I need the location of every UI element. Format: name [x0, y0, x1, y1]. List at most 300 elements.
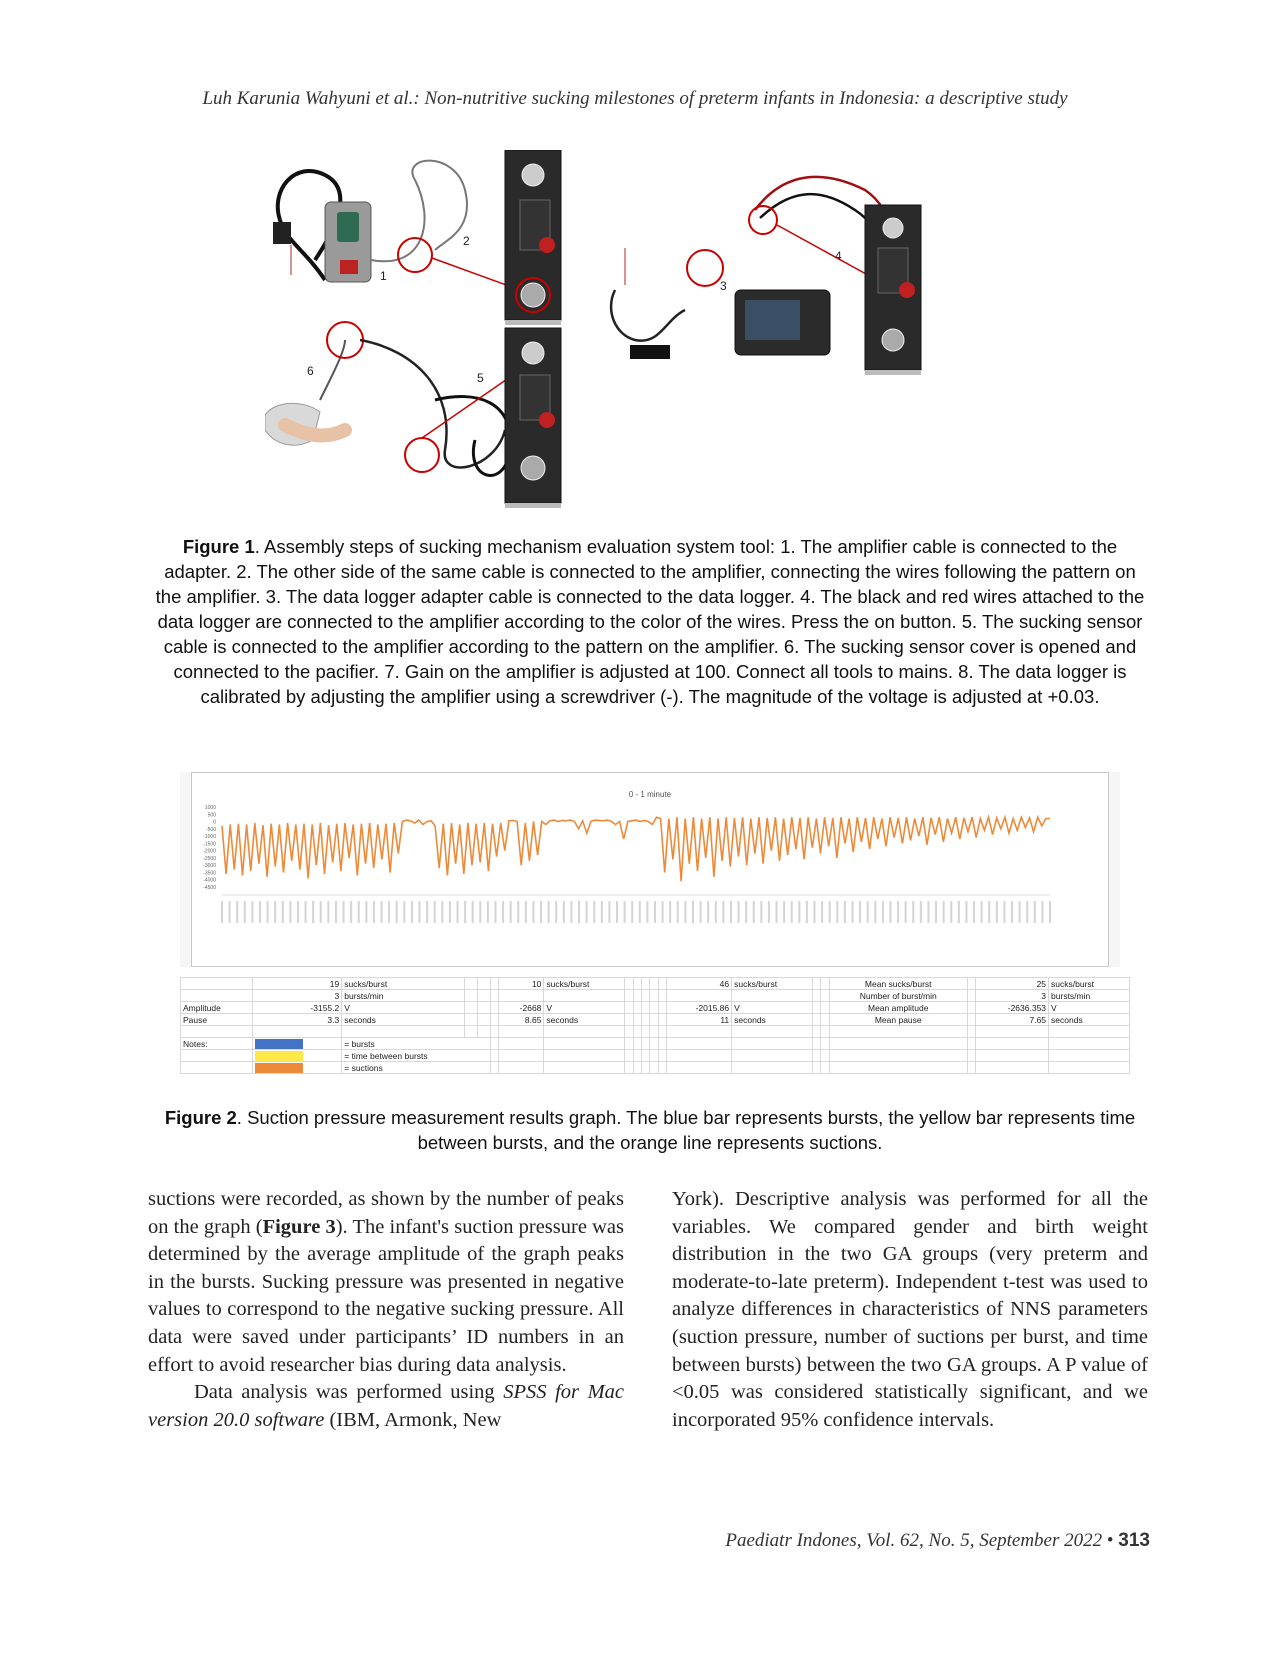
x-tick-mark — [563, 901, 565, 923]
table-cell — [499, 1026, 544, 1038]
x-tick-mark — [251, 901, 253, 923]
table-cell: V — [732, 1002, 813, 1014]
x-tick-mark — [745, 901, 747, 923]
legend-swatch-cell — [253, 1062, 342, 1074]
x-tick-mark — [487, 901, 489, 923]
table-cell — [633, 1050, 641, 1062]
table-cell — [181, 1062, 253, 1074]
table-cell — [642, 978, 650, 990]
table-cell — [499, 1062, 544, 1074]
x-tick-mark — [578, 901, 580, 923]
x-tick-mark — [692, 901, 694, 923]
table-cell — [544, 1062, 625, 1074]
table-cell — [732, 990, 813, 1002]
table-cell — [633, 1014, 641, 1026]
x-tick-mark — [912, 901, 914, 923]
y-tick-label: -4000 — [203, 877, 216, 884]
table-cell — [1049, 1038, 1130, 1050]
table-cell — [478, 1026, 491, 1038]
x-tick-mark — [950, 901, 952, 923]
x-tick-mark — [814, 901, 816, 923]
x-tick-mark — [358, 901, 360, 923]
table-cell — [491, 1002, 499, 1014]
x-tick-mark — [327, 901, 329, 923]
x-tick-mark — [927, 901, 929, 923]
table-cell — [821, 1026, 829, 1038]
x-tick-mark — [783, 901, 785, 923]
y-tick-label: -3500 — [203, 870, 216, 877]
x-tick-mark — [624, 901, 626, 923]
figure-1-step-5: 5 — [477, 371, 484, 385]
paragraph — [148, 1379, 624, 1434]
table-cell — [658, 1014, 666, 1026]
table-cell — [829, 1026, 967, 1038]
x-tick-mark — [373, 901, 375, 923]
table-row — [181, 1014, 1130, 1026]
table-cell: -3155.2 — [253, 1002, 342, 1014]
x-tick-mark — [229, 901, 231, 923]
table-cell: sucks/burst — [342, 978, 465, 990]
table-cell — [829, 1062, 967, 1074]
figure-1-step-3: 3 — [720, 279, 727, 293]
text-run: ). The infant's suction pressure was determined by the average amplitude of the graph peaks in the bursts. Sucking pressure was presented in negative values to correspond to the negative sucking pressure. All data were saved under participants’ ID numbers in an effort to avoid researcher bias during data analysis. — [148, 1215, 624, 1376]
table-cell — [976, 1062, 1049, 1074]
table-cell — [633, 1026, 641, 1038]
table-cell: sucks/burst — [732, 978, 813, 990]
x-tick-mark — [449, 901, 451, 923]
x-tick-mark — [388, 901, 390, 923]
x-tick-mark — [798, 901, 800, 923]
table-cell: Notes: — [181, 1038, 253, 1050]
table-cell — [650, 1038, 658, 1050]
table-cell — [967, 1002, 975, 1014]
y-tick-label: -4500 — [203, 885, 216, 891]
x-tick-mark — [259, 901, 261, 923]
x-tick-mark — [555, 901, 557, 923]
table-cell — [1049, 1050, 1130, 1062]
table-cell — [732, 1026, 813, 1038]
table-cell: seconds — [544, 1014, 625, 1026]
page-number: 313 — [1118, 1530, 1150, 1551]
table-cell: 10 — [499, 978, 544, 990]
table-cell — [967, 990, 975, 1002]
table-cell — [181, 1050, 253, 1062]
table-cell — [812, 1014, 820, 1026]
x-tick-mark — [973, 901, 975, 923]
x-tick-mark — [586, 901, 588, 923]
x-tick-mark — [760, 901, 762, 923]
x-tick-mark — [289, 901, 291, 923]
legend-swatch-cell — [253, 1038, 342, 1050]
journal-citation: Paediatr Indones, Vol. 62, No. 5, September 2022 — [725, 1530, 1103, 1551]
legend-row — [181, 1062, 1130, 1074]
table-cell — [625, 1038, 633, 1050]
y-tick-label: 0 — [213, 819, 216, 826]
table-cell — [650, 1062, 658, 1074]
table-cell — [667, 1026, 732, 1038]
table-row — [181, 990, 1130, 1002]
figure-1-caption-text: . Assembly steps of sucking mechanism evaluation system tool: 1. The amplifier cable is connected to the adapter. 2. The other side of the same cable is connected to the amplifier, connecting the wires following the pattern on the amplifier. 3. The data logger adapter cable is connected to the data logger. 4. The black and red wires attached to the data logger are connected to the amplifier according to the color of the wires. Press the on button. 5. The sucking sensor cable is connected to the amplifier according to the pattern on the amplifier. 6. The sucking sensor cover is opened and connected to the pacifier. 7. Gain on the amplifier is adjusted at 100. Connect all tools to mains. 8. The data logger is calibrated by adjusting the amplifier using a screwdriver (-). The magnitude of the voltage is adjusted at +0.03. — [155, 536, 1145, 707]
table-cell — [976, 1026, 1049, 1038]
table-row — [181, 978, 1130, 990]
figure-2-caption-text: . Suction pressure measurement results graph. The blue bar represents bursts, the yellow bar represents time between bursts, and the orange line represents suctions. — [236, 1107, 1136, 1153]
table-cell: 25 — [976, 978, 1049, 990]
table-cell — [821, 978, 829, 990]
table-cell — [642, 1062, 650, 1074]
table-cell — [967, 1026, 975, 1038]
table-cell — [650, 1002, 658, 1014]
y-tick-label: -1000 — [203, 834, 216, 841]
x-tick-mark — [282, 901, 284, 923]
x-tick-mark — [320, 901, 322, 923]
table-cell — [812, 990, 820, 1002]
table-cell — [976, 1050, 1049, 1062]
table-cell: sucks/burst — [544, 978, 625, 990]
body-column-left — [148, 1186, 624, 1434]
table-cell: -2636.353 — [976, 1002, 1049, 1014]
table-cell — [967, 978, 975, 990]
x-tick-mark — [654, 901, 656, 923]
x-tick-mark — [403, 901, 405, 923]
software-name: SPSS for Mac version 20.0 software — [148, 1381, 625, 1431]
x-tick-mark — [851, 901, 853, 923]
table-cell — [1049, 1062, 1130, 1074]
x-tick-mark — [456, 901, 458, 923]
x-tick-mark — [305, 901, 307, 923]
table-cell — [181, 1026, 253, 1038]
x-tick-mark — [844, 901, 846, 923]
x-tick-mark — [806, 901, 808, 923]
table-cell — [465, 1002, 478, 1014]
figure-1-label: Figure 1 — [182, 536, 255, 557]
table-cell: bursts/min — [1049, 990, 1130, 1002]
table-cell — [642, 1002, 650, 1014]
x-tick-mark — [1034, 901, 1036, 923]
page-footer — [725, 1530, 1150, 1552]
table-cell — [732, 1050, 813, 1062]
x-tick-mark — [920, 901, 922, 923]
x-tick-mark — [419, 901, 421, 923]
table-cell — [829, 1038, 967, 1050]
table-cell — [625, 1050, 633, 1062]
x-tick-mark — [616, 901, 618, 923]
legend-swatch — [255, 1051, 303, 1061]
x-tick-mark — [570, 901, 572, 923]
x-tick-mark — [700, 901, 702, 923]
x-tick-mark — [441, 901, 443, 923]
table-cell — [821, 1050, 829, 1062]
x-tick-mark — [715, 901, 717, 923]
legend-swatch — [255, 1039, 303, 1049]
table-cell — [658, 1002, 666, 1014]
table-cell — [812, 1062, 820, 1074]
table-cell — [667, 1038, 732, 1050]
y-tick-label: -2500 — [203, 855, 216, 862]
x-tick-mark — [472, 901, 474, 923]
table-cell — [544, 1038, 625, 1050]
table-cell — [821, 1038, 829, 1050]
x-axis-ticks — [221, 895, 1051, 923]
table-cell — [544, 1026, 625, 1038]
x-tick-mark — [836, 901, 838, 923]
legend-row — [181, 1050, 1130, 1062]
y-tick-label: -1500 — [203, 841, 216, 848]
table-cell — [491, 1050, 499, 1062]
figure-2-label: Figure 2 — [164, 1107, 237, 1128]
table-cell — [491, 1014, 499, 1026]
table-cell: Amplitude — [181, 1002, 253, 1014]
table-cell — [650, 1026, 658, 1038]
table-cell — [967, 1050, 975, 1062]
x-tick-mark — [464, 901, 466, 923]
table-cell — [491, 990, 499, 1002]
table-cell: seconds — [342, 1014, 465, 1026]
table-cell — [642, 1014, 650, 1026]
table-cell — [491, 1062, 499, 1074]
x-tick-mark — [996, 901, 998, 923]
x-tick-mark — [350, 901, 352, 923]
x-tick-mark — [646, 901, 648, 923]
x-tick-mark — [517, 901, 519, 923]
x-tick-mark — [730, 901, 732, 923]
table-cell: V — [1049, 1002, 1130, 1014]
table-cell — [658, 1026, 666, 1038]
table-cell — [658, 1062, 666, 1074]
x-tick-mark — [1026, 901, 1028, 923]
legend-label: = time between bursts — [342, 1050, 491, 1062]
y-tick-label: -2000 — [203, 848, 216, 855]
table-cell: 19 — [253, 978, 342, 990]
table-cell — [625, 978, 633, 990]
table-cell — [976, 1038, 1049, 1050]
table-row — [181, 1002, 1130, 1014]
x-tick-mark — [601, 901, 603, 923]
x-tick-mark — [540, 901, 542, 923]
x-tick-mark — [343, 901, 345, 923]
body-column-right — [672, 1186, 1148, 1434]
x-tick-mark — [677, 901, 679, 923]
table-cell: 8.65 — [499, 1014, 544, 1026]
table-cell — [625, 1002, 633, 1014]
x-tick-mark — [897, 901, 899, 923]
x-tick-mark — [312, 901, 314, 923]
table-cell — [658, 1038, 666, 1050]
table-cell — [829, 1050, 967, 1062]
x-tick-mark — [244, 901, 246, 923]
x-tick-mark — [434, 901, 436, 923]
x-tick-mark — [821, 901, 823, 923]
x-tick-mark — [608, 901, 610, 923]
table-cell — [499, 1038, 544, 1050]
table-cell — [967, 1038, 975, 1050]
x-tick-mark — [1011, 901, 1013, 923]
figure-1-step-6: 6 — [307, 364, 314, 378]
table-cell — [812, 1026, 820, 1038]
table-cell — [667, 990, 732, 1002]
paragraph — [148, 1186, 624, 1379]
table-cell — [821, 1002, 829, 1014]
x-tick-mark — [965, 901, 967, 923]
x-tick-mark — [411, 901, 413, 923]
table-cell: Number of burst/min — [829, 990, 967, 1002]
table-cell — [181, 990, 253, 1002]
table-cell — [821, 990, 829, 1002]
figure-2 — [180, 772, 1140, 1092]
burst-summary-table — [180, 977, 1130, 1074]
x-tick-mark — [1019, 901, 1021, 923]
x-tick-mark — [889, 901, 891, 923]
table-cell — [491, 978, 499, 990]
table-cell: V — [544, 1002, 625, 1014]
figure-1-caption — [150, 534, 1150, 709]
table-cell — [478, 1002, 491, 1014]
table-cell — [821, 1014, 829, 1026]
figure-3-ref: Figure 3 — [262, 1215, 336, 1238]
table-cell: 3 — [976, 990, 1049, 1002]
table-cell: Pause — [181, 1014, 253, 1026]
x-tick-mark — [662, 901, 664, 923]
table-cell: 3 — [253, 990, 342, 1002]
x-tick-mark — [707, 901, 709, 923]
table-cell — [544, 990, 625, 1002]
x-tick-mark — [684, 901, 686, 923]
table-cell — [667, 1062, 732, 1074]
table-cell — [342, 1026, 465, 1038]
table-cell — [253, 1026, 342, 1038]
table-cell — [478, 990, 491, 1002]
table-cell — [658, 990, 666, 1002]
table-cell — [465, 1026, 478, 1038]
table-cell: bursts/min — [342, 990, 465, 1002]
figure-2-caption — [150, 1105, 1150, 1155]
x-tick-mark — [988, 901, 990, 923]
table-cell — [625, 1014, 633, 1026]
x-tick-mark — [297, 901, 299, 923]
x-tick-mark — [274, 901, 276, 923]
table-cell — [633, 1038, 641, 1050]
x-tick-mark — [943, 901, 945, 923]
x-tick-mark — [502, 901, 504, 923]
table-cell — [812, 1050, 820, 1062]
table-cell: 46 — [667, 978, 732, 990]
table-cell — [625, 1062, 633, 1074]
y-tick-label: -3000 — [203, 863, 216, 870]
y-axis-ticks — [203, 805, 216, 891]
table-cell — [967, 1014, 975, 1026]
x-tick-mark — [593, 901, 595, 923]
table-cell — [658, 978, 666, 990]
footer-bullet: • — [1106, 1530, 1114, 1551]
x-tick-mark — [335, 901, 337, 923]
x-tick-mark — [905, 901, 907, 923]
table-cell — [499, 1050, 544, 1062]
table-cell: -2668 — [499, 1002, 544, 1014]
x-tick-mark — [981, 901, 983, 923]
table-cell — [642, 1026, 650, 1038]
legend-row — [181, 1038, 1130, 1050]
table-cell: 11 — [667, 1014, 732, 1026]
x-tick-mark — [525, 901, 527, 923]
x-tick-mark — [1049, 901, 1051, 923]
table-cell — [633, 978, 641, 990]
running-head: Luh Karunia Wahyuni et al.: Non-nutritive sucking milestones of preterm infants in Indonesia: a descriptive study — [202, 88, 1068, 109]
x-tick-mark — [935, 901, 937, 923]
figure-1-step-1: 1 — [380, 269, 387, 283]
table-cell — [633, 990, 641, 1002]
x-tick-mark — [669, 901, 671, 923]
table-cell — [625, 1026, 633, 1038]
table-cell: seconds — [1049, 1014, 1130, 1026]
x-tick-mark — [859, 901, 861, 923]
table-cell — [491, 1026, 499, 1038]
table-cell — [812, 1038, 820, 1050]
figure-1-photo — [265, 150, 985, 520]
table-cell — [465, 978, 478, 990]
x-tick-mark — [874, 901, 876, 923]
x-tick-mark — [791, 901, 793, 923]
legend-label: = suctions — [342, 1062, 491, 1074]
x-tick-mark — [722, 901, 724, 923]
table-cell — [499, 990, 544, 1002]
x-tick-mark — [267, 901, 269, 923]
table-cell — [544, 1050, 625, 1062]
suction-pressure-chart — [180, 772, 1120, 967]
table-cell — [650, 1014, 658, 1026]
table-cell — [642, 1050, 650, 1062]
table-cell — [812, 978, 820, 990]
table-cell — [642, 1038, 650, 1050]
x-tick-mark — [365, 901, 367, 923]
x-tick-mark — [396, 901, 398, 923]
x-tick-mark — [958, 901, 960, 923]
x-tick-mark — [768, 901, 770, 923]
x-tick-mark — [867, 901, 869, 923]
legend-swatch — [255, 1063, 303, 1073]
legend-label: = bursts — [342, 1038, 491, 1050]
x-tick-mark — [479, 901, 481, 923]
x-tick-mark — [776, 901, 778, 923]
table-cell — [650, 1050, 658, 1062]
table-cell — [967, 1062, 975, 1074]
table-cell: Mean pause — [829, 1014, 967, 1026]
table-cell: V — [342, 1002, 465, 1014]
table-cell: -2015.86 — [667, 1002, 732, 1014]
x-tick-mark — [882, 901, 884, 923]
x-tick-mark — [1003, 901, 1005, 923]
x-tick-mark — [738, 901, 740, 923]
table-cell — [465, 990, 478, 1002]
x-tick-mark — [548, 901, 550, 923]
table-cell — [650, 978, 658, 990]
x-tick-mark — [494, 901, 496, 923]
table-cell — [478, 1014, 491, 1026]
y-tick-label: 500 — [207, 812, 216, 819]
table-cell: Mean sucks/burst — [829, 978, 967, 990]
table-cell — [812, 1002, 820, 1014]
table-cell: 7.65 — [976, 1014, 1049, 1026]
table-cell — [732, 1038, 813, 1050]
table-cell — [732, 1062, 813, 1074]
x-tick-mark — [381, 901, 383, 923]
series-line-suctions — [222, 817, 1050, 881]
table-cell — [465, 1014, 478, 1026]
y-tick-label: 1000 — [204, 805, 216, 811]
x-tick-mark — [221, 901, 223, 923]
text-run: (IBM, Armonk, New — [324, 1408, 502, 1431]
figure-1-step-4: 4 — [835, 249, 842, 263]
x-tick-mark — [1041, 901, 1043, 923]
chart-title: 0 - 1 minute — [628, 790, 672, 799]
